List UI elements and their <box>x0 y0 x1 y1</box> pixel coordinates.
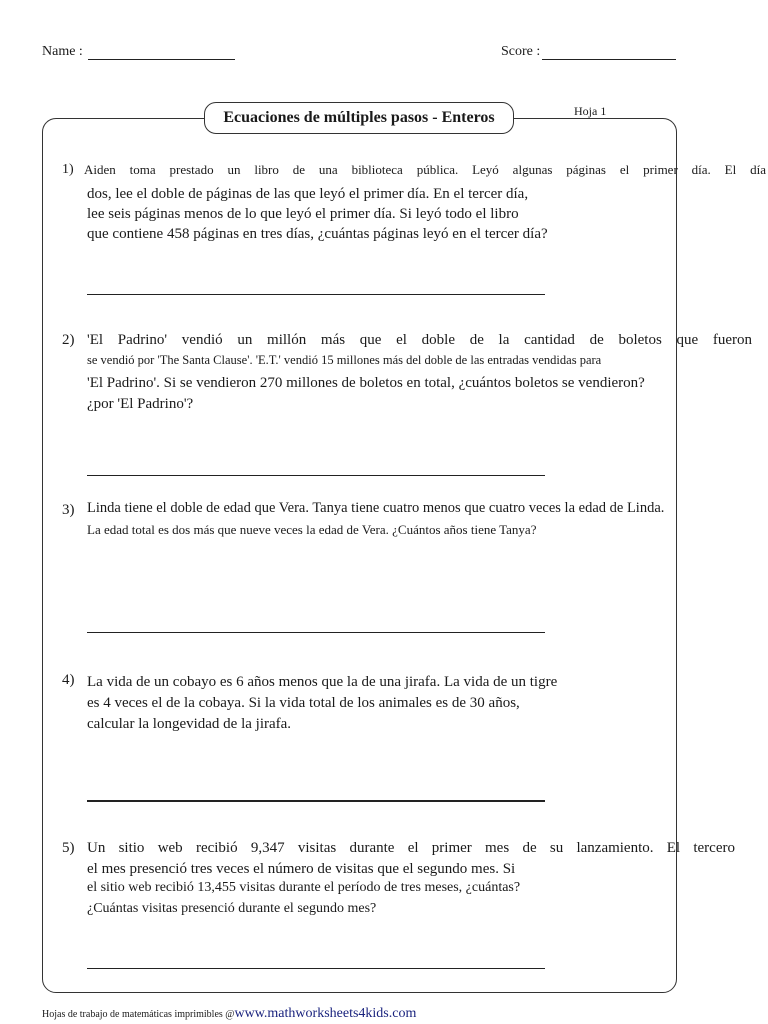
problem-5-line-2: el mes presenció tres veces el número de visitas que el segundo mes. Si <box>87 861 516 877</box>
problem-2-line-1: 'El Padrino' vendió un millón más que el doble de la cantidad de boletos que fueron <box>87 332 752 348</box>
footer-link[interactable]: www.mathworksheets4kids.com <box>234 1006 417 1021</box>
footer-text: Hojas de trabajo de matemáticas imprimibles @ <box>42 1009 235 1020</box>
score-input-line[interactable] <box>542 59 676 60</box>
problem-1-number: 1) <box>62 162 74 177</box>
problem-4-number: 4) <box>62 672 75 688</box>
problem-5-line-3: el sitio web recibió 13,455 visitas durante el período de tres meses, ¿cuántas? <box>87 880 521 895</box>
problem-5-line-4: ¿Cuántas visitas presenció durante el segundo mes? <box>87 901 377 916</box>
problem-1-line-3: lee seis páginas menos de lo que leyó el primer día. Si leyó todo el libro <box>87 206 519 222</box>
problem-2-line-2: se vendió por 'The Santa Clause'. 'E.T.' vendió 15 millones más del doble de las entradas vendidas para <box>87 353 602 367</box>
problem-4-line-2: es 4 veces el de la cobaya. Si la vida total de los animales es de 30 años, <box>87 695 520 711</box>
problem-4-line-3: calcular la longevidad de la jirafa. <box>87 716 292 732</box>
problem-2-line-4: ¿por 'El Padrino'? <box>87 396 194 412</box>
problem-1-line-4: que contiene 458 páginas en tres días, ¿cuántas páginas leyó en el tercer día? <box>87 226 548 242</box>
problem-1-line-1: Aiden toma prestado un libro de una biblioteca pública. Leyó algunas páginas el primer día. El día <box>84 162 766 177</box>
problem-4-line-1: La vida de un cobayo es 6 años menos que la de una jirafa. La vida de un tigre <box>87 674 558 690</box>
sheet-number: Hoja 1 <box>574 104 607 118</box>
problem-3-line-2: La edad total es dos más que nueve veces la edad de Vera. ¿Cuántos años tiene Tanya? <box>87 522 537 537</box>
name-input-line[interactable] <box>88 59 235 60</box>
problem-2-number: 2) <box>62 332 75 348</box>
problem-3-number: 3) <box>62 502 75 518</box>
problem-5-answer-line[interactable] <box>87 968 545 969</box>
problem-5-line-1: Un sitio web recibió 9,347 visitas durante el primer mes de su lanzamiento. El tercero <box>87 840 735 856</box>
problem-1-line-2: dos, lee el doble de páginas de las que leyó el primer día. En el tercer día, <box>87 186 529 202</box>
name-label: Name : <box>42 44 83 59</box>
problem-3-line-1: Linda tiene el doble de edad que Vera. Tanya tiene cuatro menos que cuatro veces la edad de Linda. <box>87 500 665 516</box>
problem-1-answer-line[interactable] <box>87 294 545 295</box>
problem-4-answer-line[interactable] <box>87 800 545 802</box>
problem-2-answer-line[interactable] <box>87 475 545 476</box>
problem-2-line-3: 'El Padrino'. Si se vendieron 270 millones de boletos en total, ¿cuántos boletos se vendieron? <box>87 375 645 391</box>
footer <box>42 1006 416 1022</box>
problem-5-number: 5) <box>62 840 75 856</box>
score-label: Score : <box>501 44 541 59</box>
problem-3-answer-line[interactable] <box>87 632 545 633</box>
worksheet-title: Ecuaciones de múltiples pasos - Enteros <box>204 102 514 134</box>
